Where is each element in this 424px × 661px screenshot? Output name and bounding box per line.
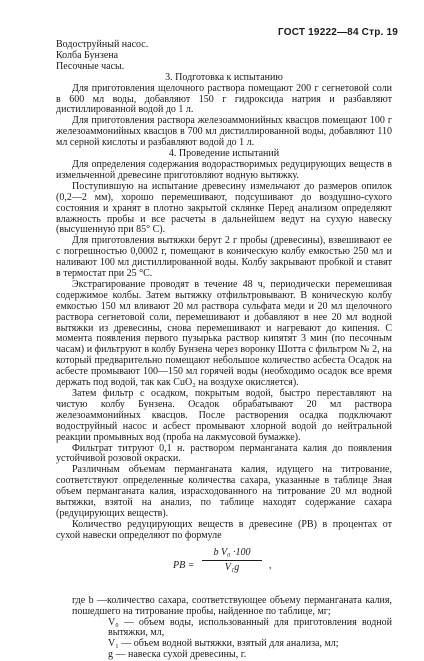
paragraph-10: Количество редуцирующих веществ в древесине (PB) в процентах от сухой навески определяют по формуле <box>56 518 392 541</box>
paragraph-7: Затем фильтр с осадком, покрытым водой, быстро переставляют на чистую колбу Бунзена. Осадок обрабатывают 20 мл раствора железоаммонийных квасцов. После растворения осадка подключают водоструйный насос и асбест промывают хлорной водой до нейтральной реакции промывных вод (проба на лакмусовой бумажке). <box>56 388 392 443</box>
equipment-line-2: Колба Бунзена <box>56 49 119 61</box>
formula-fraction <box>202 548 262 574</box>
paragraph-9: Различным объемам перманганата калия, идущего на титрование, соответствуют определенные количества сахара, указанные в таблице Зная объем перманганата калия, израсходованного на титрование 20 мл водной вытяжки, взятой на анализ, по таблице находят содержание сахара (редуцирующих веществ). <box>56 464 392 519</box>
paragraph-8: Фильтрат титруют 0,1 н. раствором перманганата калия до появления устойчивой розовой окраски. <box>56 442 392 465</box>
page-header: ГОСТ 19222—84 Стр. 19 <box>278 27 398 38</box>
equipment-line-1: Водоструйный насос. <box>56 39 149 50</box>
legend-b: где b —количество сахара, соответствующее объему перманганата калия, пошедшего на титрование пробы, найденное по таблице, мг; <box>72 594 392 617</box>
paragraph-5: Для приготовления вытяжки берут 2 г пробы (древесины), взвешивают ее с погрешностью 0,0002 г, помещают в коническую колбу емкостью 250 мл и наливают 100 мл дистиллированной воды. Колбу закрывают пробкой и ставят в термостат при 25 °С. <box>56 235 392 280</box>
legend-v1: V₁ — объем водной вытяжки, взятый для анализа, мл; <box>108 638 339 650</box>
legend-g: g — навеска сухой древесины, г. <box>108 649 247 661</box>
formula-numerator: b V₀ ·100 <box>202 548 262 561</box>
paragraph-2: Для приготовления раствора железоаммонийных квасцов помещают 100 г железоаммонийных квасцов в 700 мл дистиллированной воды, добавляют 110 мл серной кислоты и разбавляют водой до 1 л. <box>56 115 392 149</box>
paragraph-3: Для определения содержания водорастворимых редуцирующих веществ в измельченной древесине приготовляют водную вытяжку. <box>56 158 392 181</box>
paragraph-6: Экстрагирование проводят в течение 48 ч, периодически перемешивая содержимое колбы. Затем вытяжку отфильтровывают. В коническую колбу емкостью 150 мл вливают 20 мл раствора сульфата меди и 20 мл щелочного раствора сегнетовой соли, перемешивают и добавляют в нее 20 мл водной вытяжки из древесины, снова перемешивают и нагревают до кипения. С момента появления первого пузырька раствор кипятят 3 мин (по песочным часам) и фильтруют в колбу Бунзена через воронку Шотта с фильтром № 2, на который предварительно помещают небольшое количество асбеста Осадок на асбесте промывают 100—150 мл горячей воды (необходимо осадок все время держать под водой, так как CuO₂ на воздухе окисляется). <box>56 278 392 389</box>
section-heading-4: 4. Проведение испытаний <box>168 148 280 160</box>
formula-lhs: PB = <box>173 559 195 571</box>
legend-v0: V₀ — объем воды, использованный для приготовления водной вытяжки, мл, <box>108 616 392 639</box>
equipment-line-3: Песочные часы. <box>56 60 125 72</box>
paragraph-1: Для приготовления щелочного раствора помещают 200 г сегнетовой соли в 600 мл воды, добавляют 150 г гидроксида натрия и разбавляют дистиллированной водой до 1 л. <box>56 82 392 116</box>
section-heading-3: 3. Подготовка к испытанию <box>165 71 283 83</box>
formula-comma: , <box>269 559 272 571</box>
document-body <box>56 40 392 661</box>
paragraph-4: Поступившую на испытание древесину измельчают до размеров опилок (0,2—2 мм), хорошо перемешивают, подсушивают до воздушно-сухого состояния и хранят в плотно закрытой склянке Перед анализом определяют влажность пробы и все расчеты в дальнейшем ведут на сухую навеску (высушенную при 85° С). <box>56 180 392 236</box>
formula-rv <box>56 548 392 588</box>
formula-legend <box>56 596 392 661</box>
formula-denominator: V₁g <box>224 561 240 573</box>
